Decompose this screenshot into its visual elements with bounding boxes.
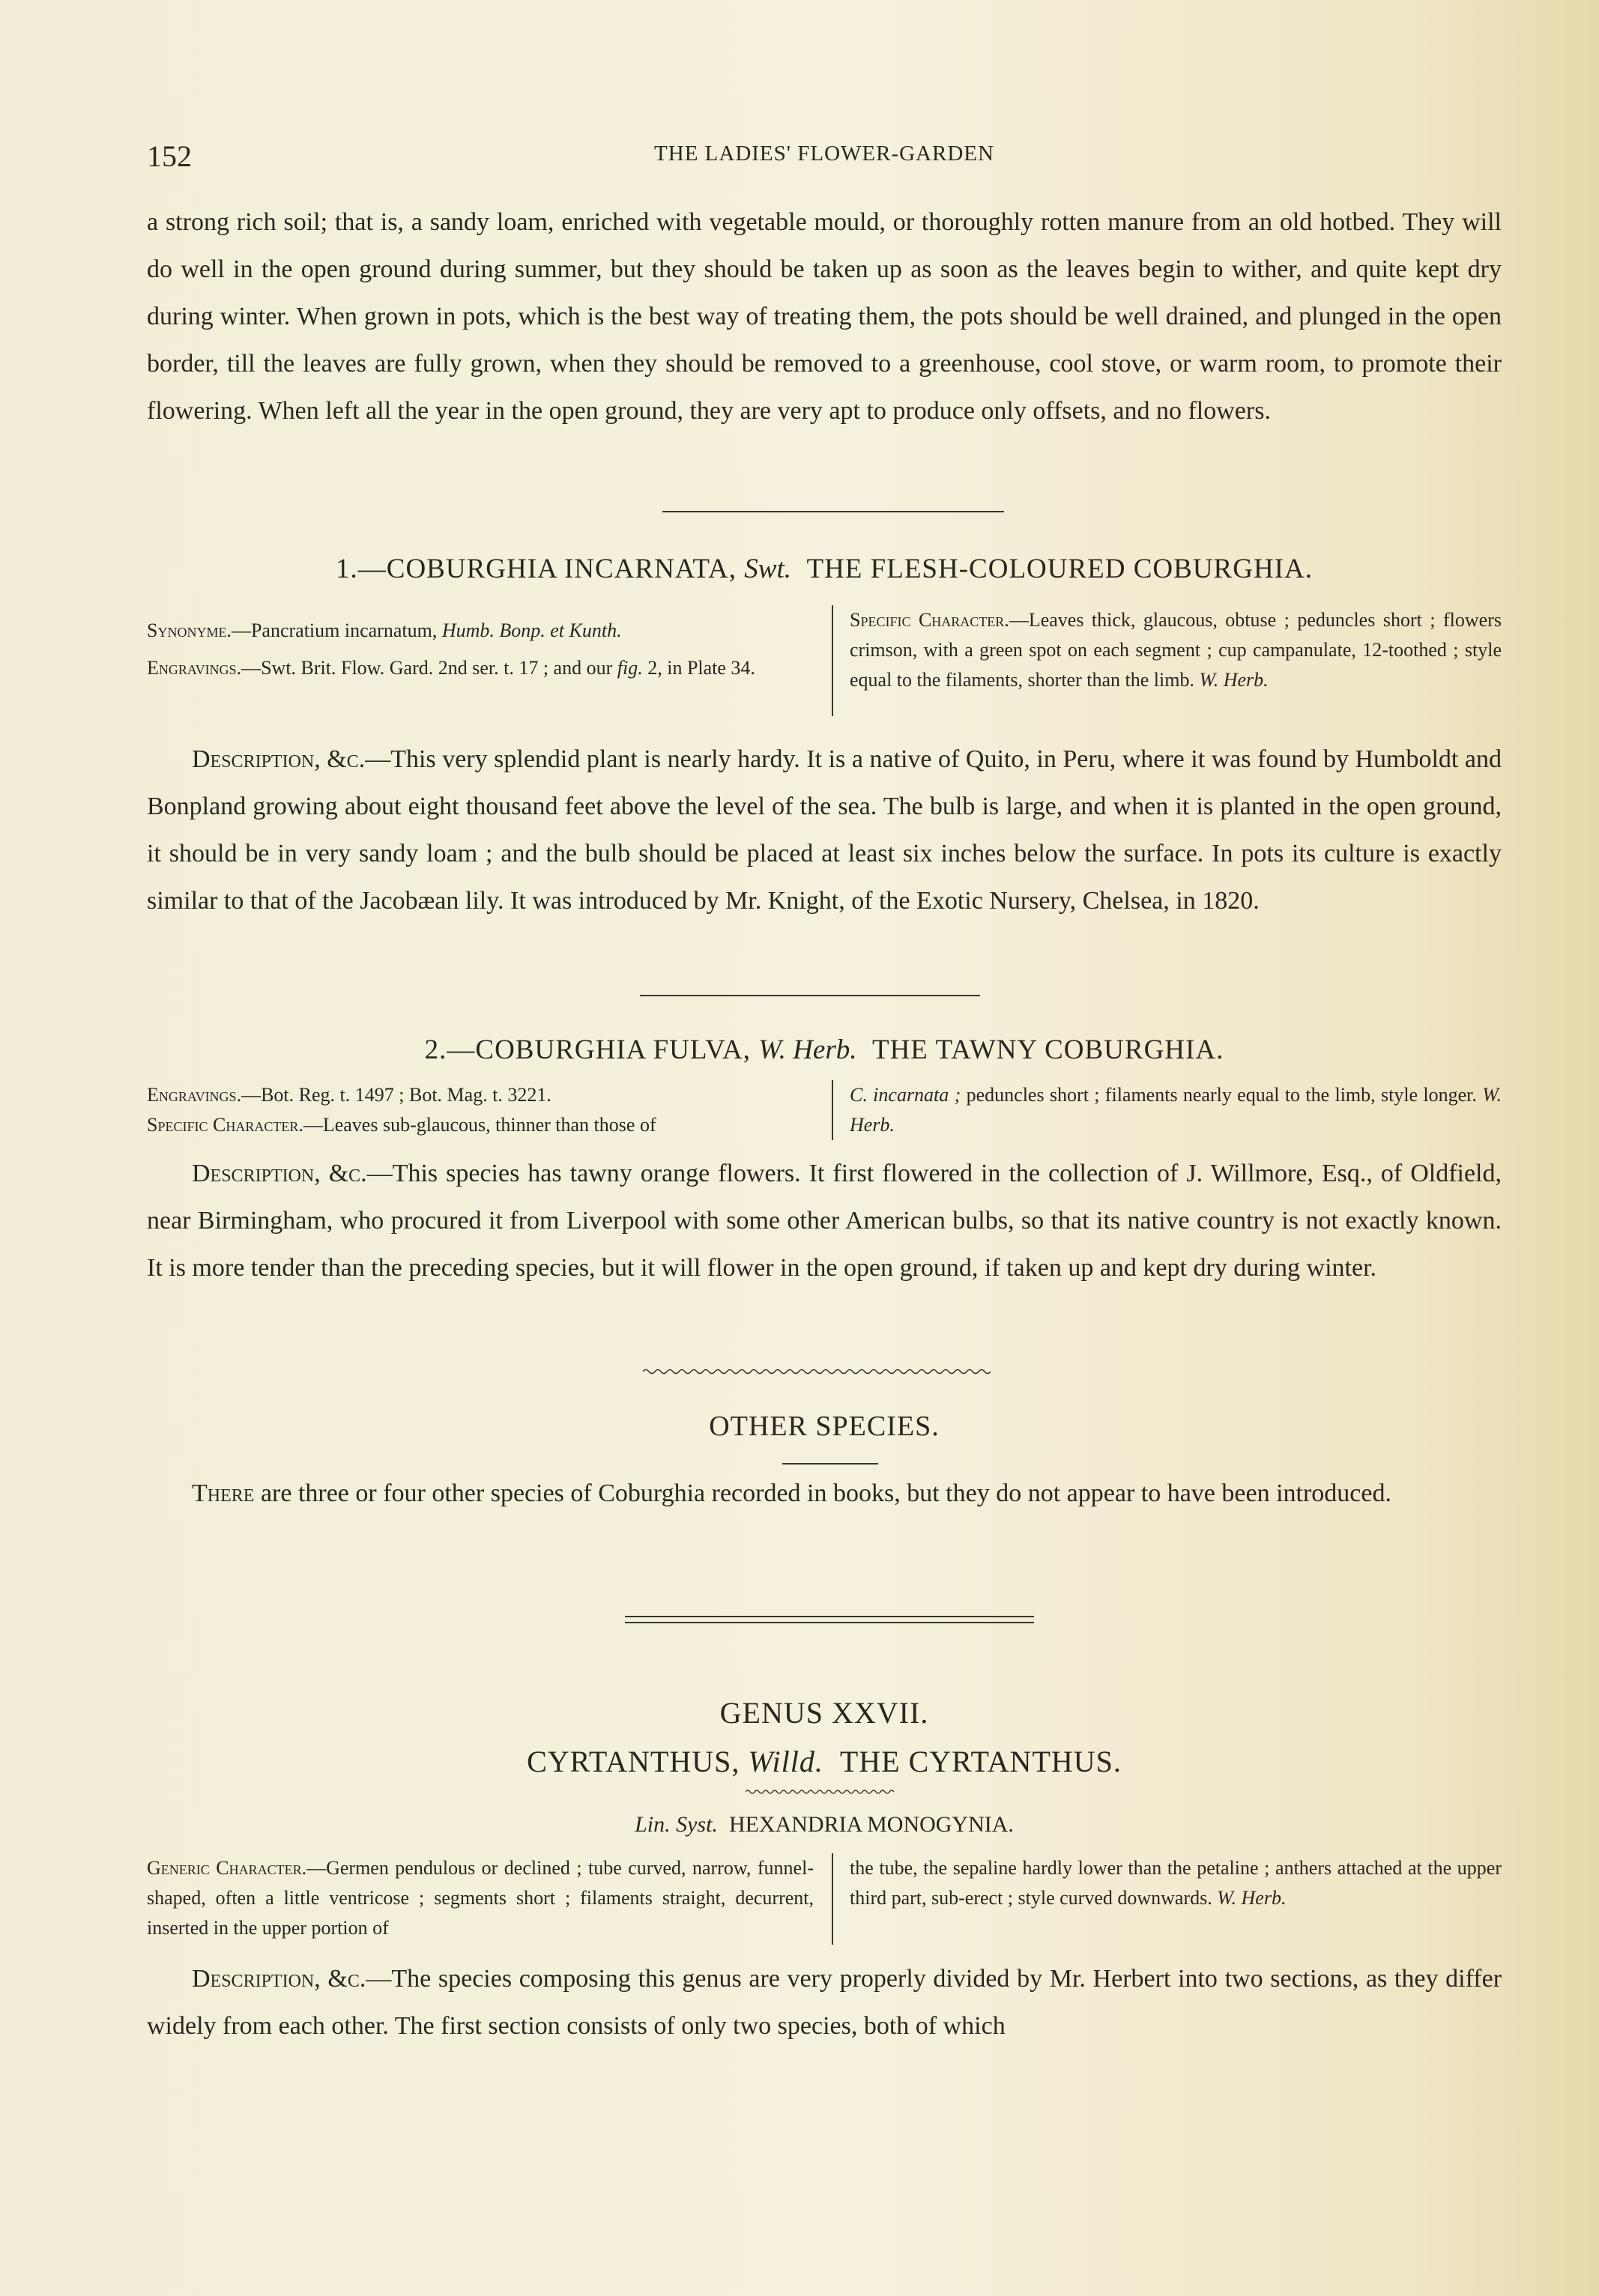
intro-paragraph-block [147, 199, 1502, 434]
description-text: —This very splendid plant is nearly hardy. It is a native of Quito, in Peru, where it was found by Humboldt and Bonpland growing about eight thousand feet above the level of the sea. The bulb is large, and when it is planted in the open ground, it should be in very sandy loam ; and the bulb should be placed at least six inches below the surface. In pots its culture is exactly similar to that of the Jacobæan lily. It was introduced by Mr. Knight, of the Exotic Nursery, Chelsea, in 1820. [147, 745, 1502, 915]
intro-paragraph: a strong rich soil; that is, a sandy loam, enriched with vegetable mould, or thoroughly rotten manure from an old hotbed. They will do well in the open ground during summer, but they should be taken up as soon as the leaves begin to wither, and quite kept dry during winter. When grown in pots, which is the best way of treating them, the pots should be well drained, and plunged in the open border, till the leaves are fully grown, when they should be removed to a greenhouse, cool stove, or warm room, to promote their flowering. When left all the year in the open ground, they are very apt to produce only offsets, and no flowers. [147, 208, 1502, 425]
species2-title-main: 2.—COBURGHIA FULVA, [424, 1035, 751, 1065]
generic-left-column [147, 1853, 832, 1945]
species1-characters [147, 605, 1502, 716]
species2-right-column [833, 1080, 1502, 1140]
running-title: THE LADIES' FLOWER-GARDEN [654, 142, 994, 166]
specific-label: Specific Character. [850, 609, 1009, 631]
species2-specific [147, 1110, 814, 1140]
synonyme-label: Synonyme. [147, 620, 232, 641]
section-divider [662, 511, 1004, 512]
other-species-heading [147, 1410, 1502, 1443]
heading-underline [782, 1463, 878, 1464]
description-lead: Description, &c. [192, 745, 366, 773]
species1-description-block [147, 736, 1502, 924]
species1-title-author: Swt. [744, 554, 791, 584]
description-text: —This species has tawny orange flowers. It first flowered in the collection of J. Willmore, Esq., of Oldfield, near Birmingham, who procured it from Liverpool with some other American bulbs, so that its native country is not exactly known. It is more tender than the preceding species, but it will flower in the open ground, if taken up and kept dry during winter. [147, 1160, 1502, 1282]
species2-title-common: THE TAWNY COBURGHIA. [871, 1035, 1224, 1065]
genus-name: CYRTANTHUS, [527, 1745, 740, 1778]
small-wavy-ornament [746, 1789, 895, 1795]
species2-description [147, 1150, 1502, 1291]
generic-characters [147, 1853, 1502, 1945]
specific-cont-text: peduncles short ; filaments nearly equal to the limb, style longer. [966, 1084, 1477, 1106]
engravings-label: Engravings. [147, 657, 242, 679]
other-species-lead: There [192, 1479, 255, 1507]
genus-name-line [147, 1744, 1502, 1779]
engravings-tail: 2, in Plate 34. [647, 657, 755, 679]
specific-author: W. Herb. [1199, 669, 1269, 691]
double-rule-bottom [625, 1622, 1034, 1623]
page-number: 152 [147, 139, 192, 173]
engravings-text: —Bot. Reg. t. 1497 ; Bot. Mag. t. 3221. [241, 1084, 551, 1106]
engravings-fig: fig. [617, 657, 643, 679]
genus-heading: GENUS XXVII. [719, 1696, 929, 1730]
synonyme-authors: Humb. Bonp. et Kunth. [441, 620, 622, 641]
description-lead: Description, &c. [192, 1160, 367, 1187]
other-species-heading-text: OTHER SPECIES. [709, 1411, 940, 1442]
species1-title-main: 1.—COBURGHIA INCARNATA, [336, 554, 737, 584]
genus-common: THE CYRTANTHUS. [839, 1745, 1122, 1778]
genus-description [147, 1955, 1502, 2050]
other-species-block [147, 1470, 1502, 1517]
lin-syst-label: Lin. Syst. [635, 1812, 718, 1837]
species1-left-column [147, 605, 832, 716]
specific-text: —Leaves thick, glaucous, obtuse ; peduncles short ; flowers crimson, with a green spot on each segment ; cup campanulate, 12-toothed ; style equal to the filaments, shorter than the limb. [850, 609, 1502, 691]
specific-author: W. Herb. [850, 1084, 1502, 1136]
synonyme-text: —Pancratium incarnatum, [231, 620, 438, 641]
species1-title [147, 553, 1502, 585]
species1-engravings [147, 653, 814, 683]
engravings-text: —Swt. Brit. Flow. Gard. 2nd ser. t. 17 ; and our [241, 657, 613, 679]
specific-cont-italic: C. incarnata ; [850, 1084, 961, 1106]
page-header [147, 139, 1502, 176]
generic-right-column [833, 1853, 1502, 1945]
species2-title-author: W. Herb. [758, 1035, 857, 1065]
specific-text: —Leaves sub-glaucous, thinner than those of [303, 1114, 656, 1136]
species1-synonyme [147, 616, 814, 646]
generic-label: Generic Character. [147, 1857, 307, 1879]
species1-title-common: THE FLESH-COLOURED COBURGHIA. [806, 554, 1313, 584]
species1-right-column [833, 605, 1502, 716]
lin-syst-line [147, 1812, 1502, 1838]
genus-author: Willd. [748, 1745, 823, 1778]
genus-description-block [147, 1955, 1502, 2050]
species2-title [147, 1034, 1502, 1066]
description-text: —The species composing this genus are very properly divided by Mr. Herbert into two sections, as they differ widely from each other. The first section consists of only two species, both of which [147, 1965, 1502, 2040]
other-species-paragraph [147, 1470, 1502, 1517]
generic-author: W. Herb. [1217, 1887, 1287, 1909]
species2-engravings [147, 1080, 814, 1110]
specific-label: Specific Character. [147, 1114, 303, 1136]
other-species-text: are three or four other species of Coburghia recorded in books, but they do not appear to have been introduced. [254, 1479, 1391, 1507]
species1-description [147, 736, 1502, 924]
lin-syst-value: HEXANDRIA MONOGYNIA. [728, 1812, 1014, 1837]
species2-left-column [147, 1080, 832, 1140]
engravings-label: Engravings. [147, 1084, 242, 1106]
species2-description-block [147, 1150, 1502, 1291]
description-lead: Description, &c. [192, 1965, 366, 1993]
double-rule-top [625, 1616, 1034, 1617]
generic-text-left: —Germen pendulous or declined ; tube curved, narrow, funnel-shaped, often a little ventricose ; segments short ; filaments straight, decurrent, inserted in the upper portion of [147, 1857, 814, 1939]
species2-characters [147, 1080, 1502, 1140]
generic-text-right: the tube, the sepaline hardly lower than the petaline ; anthers attached at the upper third part, sub-erect ; style curved downwards. [850, 1857, 1502, 1909]
section-divider [640, 995, 980, 996]
wavy-ornament [643, 1368, 991, 1375]
